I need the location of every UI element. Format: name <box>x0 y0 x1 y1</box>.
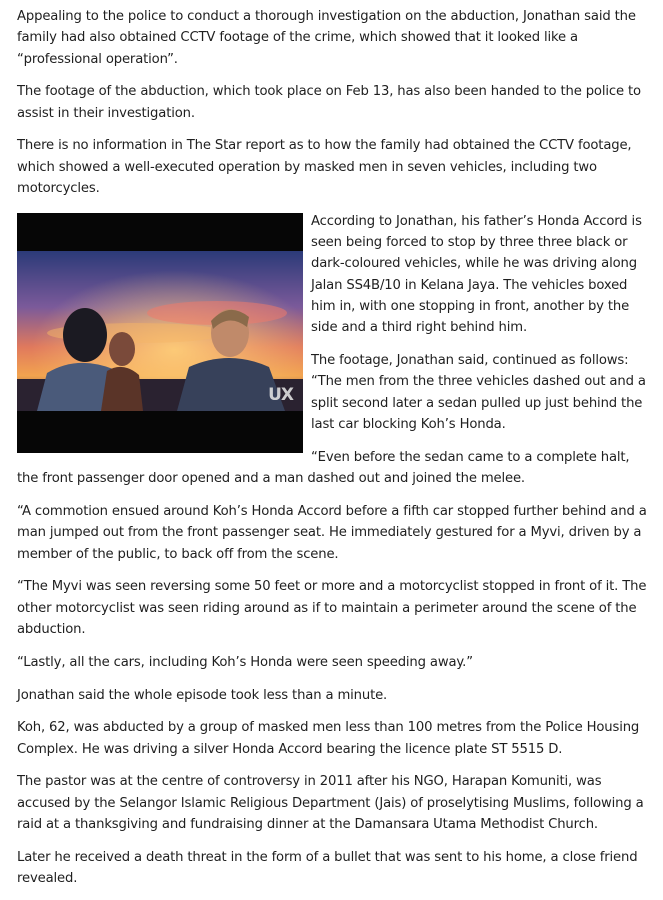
paragraph: Later he received a death threat in the form of a bullet that was sent to his home, a close friend revealed. <box>17 849 638 887</box>
paragraph: There is no information in The Star report as to how the family had obtained the CCTV footage, which showed a well-executed operation by masked men in seven vehicles, including two motorcycles. <box>17 138 632 197</box>
paragraph: “A commotion ensued around Koh’s Honda Accord before a fifth car stopped further behind and a man jumped out from the front passenger seat. He immediately gestured for a Myvi, driven by a member of the public, to back off from the scene. <box>17 503 647 562</box>
paragraph: “Even before the sedan came to a complete halt, the front passenger door opened and a man dashed out and joined the melee. <box>17 449 630 487</box>
paragraph: Koh, 62, was abducted by a group of masked men less than 100 metres from the Police Housing Complex. He was driving a silver Honda Accord bearing the licence plate ST 5515 D. <box>17 720 640 757</box>
sunset-scene-image <box>17 251 303 411</box>
watermark-logo: UX <box>268 384 293 405</box>
paragraph: Appealing to the police to conduct a thorough investigation on the abduction, Jonathan said the family had also obtained CCTV footage of the crime, which showed that it looked like a “professional operation”. <box>17 9 636 67</box>
paragraph: The footage of the abduction, which took place on Feb 13, has also been handed to the police to assist in their investigation. <box>17 84 641 121</box>
paragraph: The footage, Jonathan said, continued as follows: “The men from the three vehicles dashed out and a split second later a sedan pulled up just behind the last car blocking Koh’s Honda. <box>311 353 646 433</box>
article-video-still <box>17 213 303 453</box>
paragraph: The pastor was at the centre of controversy in 2011 after his NGO, Harapan Komuniti, was accused by the Selangor Islamic Religious Department (Jais) of proselytising Muslims, following a raid at a thanksgiving and fundraising dinner at the Damansara Utama Methodist Church. <box>17 774 644 832</box>
paragraph: “The Myvi was seen reversing some 50 feet or more and a motorcyclist stopped in front of it. The other motorcyclist was seen riding around as if to maintain a perimeter around the scene of the abduction. <box>17 579 647 637</box>
paragraph: “Lastly, all the cars, including Koh’s Honda were seen speeding away.” <box>17 654 473 670</box>
paragraph: Jonathan said the whole episode took less than a minute. <box>17 687 388 703</box>
paragraph: According to Jonathan, his father’s Honda Accord is seen being forced to stop by three three black or dark-coloured vehicles, while he was driving along Jalan SS4B/10 in Kelana Jaya. The vehicles boxed him in, with one stopping in front, another by the side and a third right behind him. <box>311 213 642 336</box>
